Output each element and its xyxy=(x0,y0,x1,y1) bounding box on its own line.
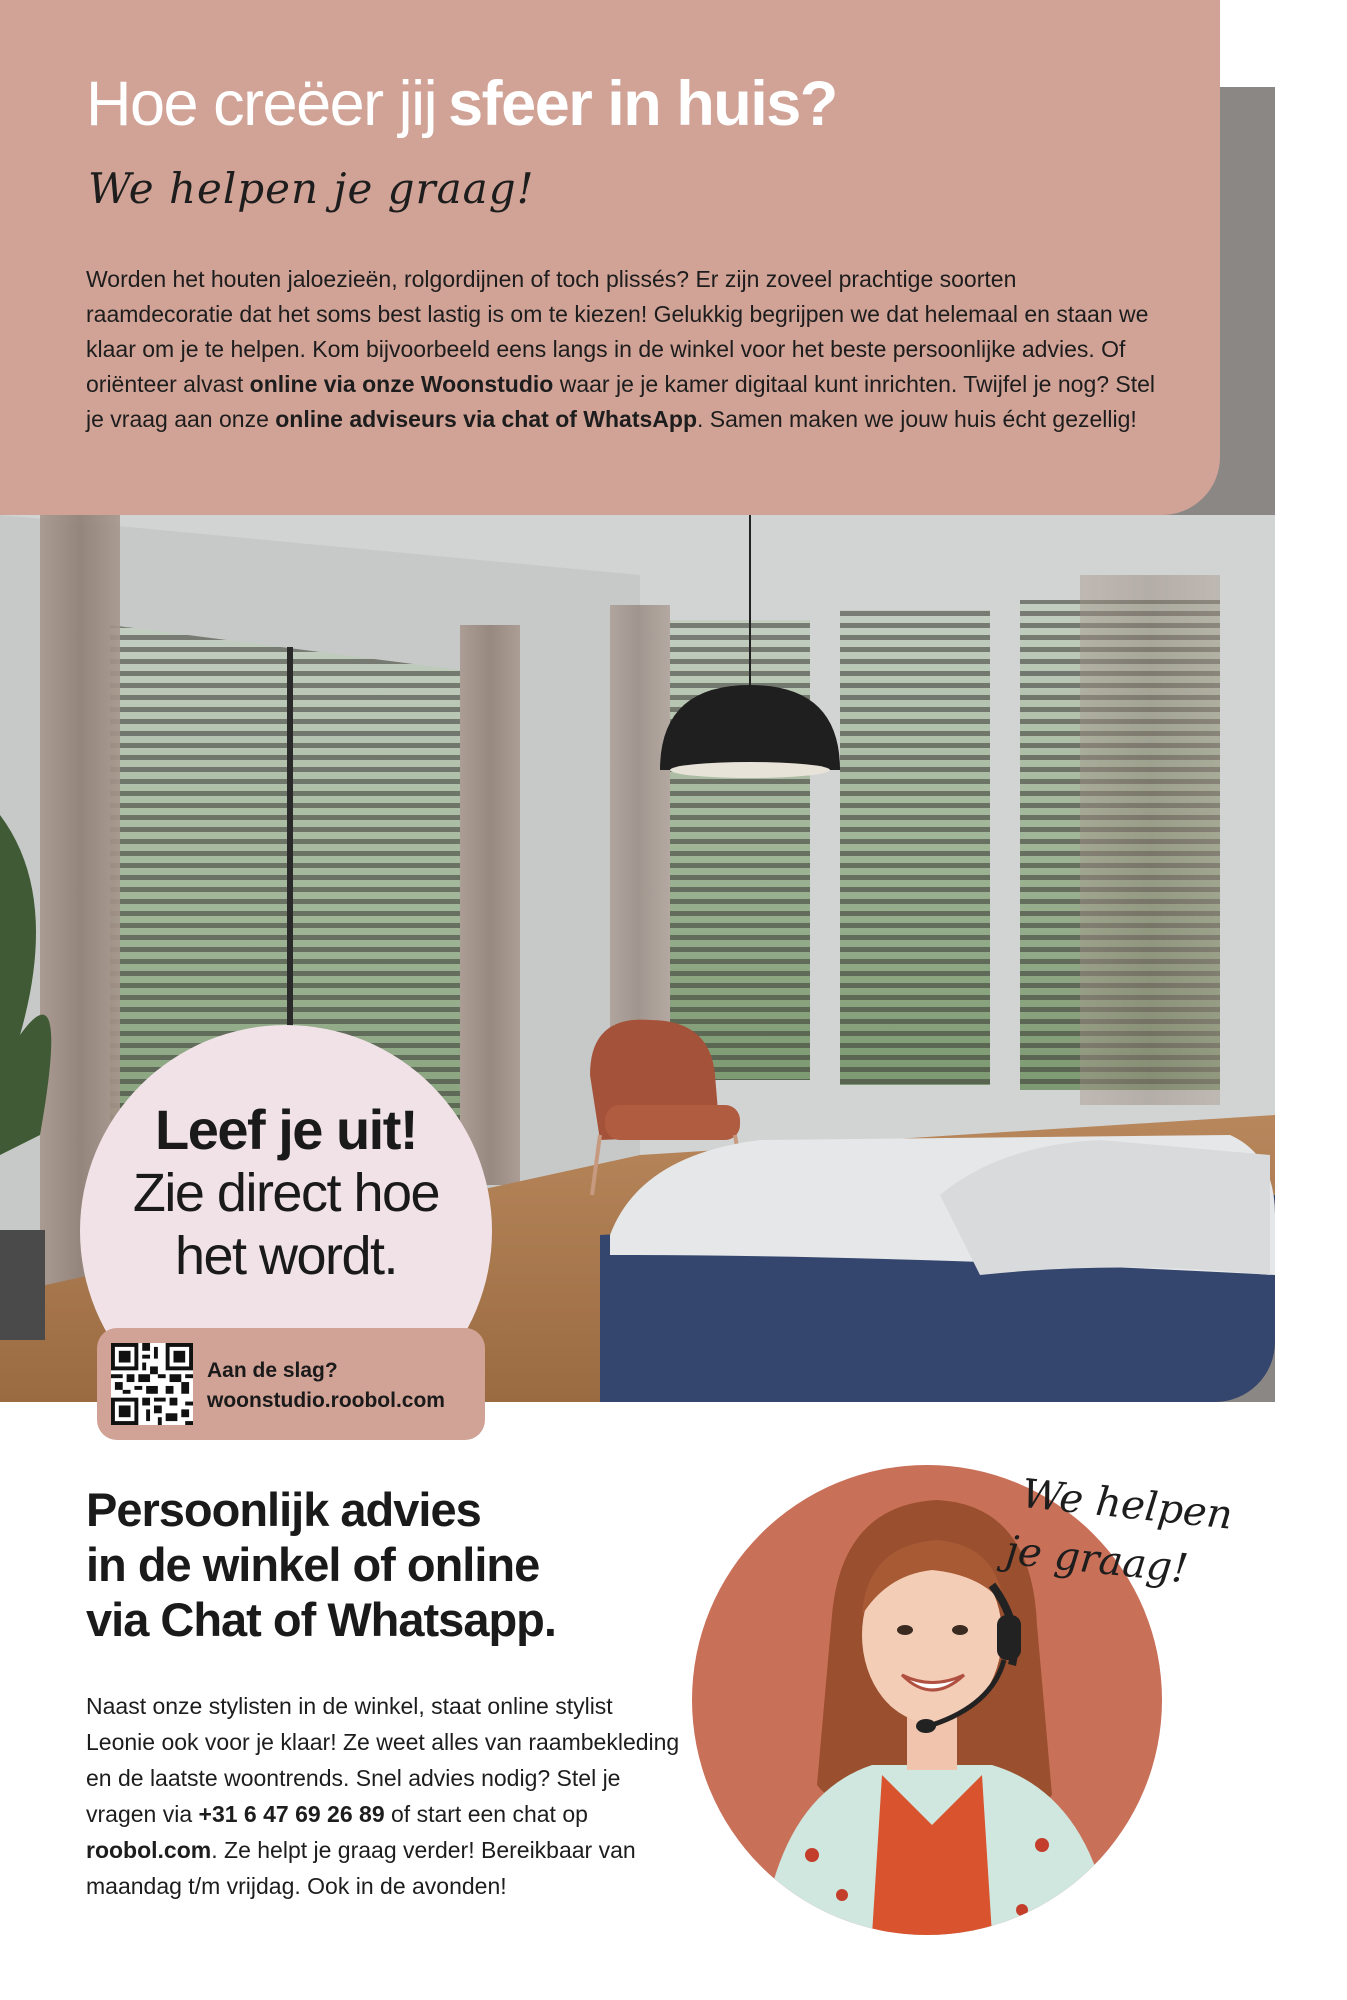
advice-body xyxy=(86,1688,686,1904)
advice-title-line-3: via Chat of Whatsapp. xyxy=(86,1593,556,1646)
intro-text-1: Worden het houten jaloezieën, rolgordijnen of toch plissés? Er zijn zoveel prachtige soorten raamdecoratie dat het soms best lastig is om te kiezen! Gelukkig begrijpen we dat helemaal en staan we klaar om je te helpen. Kom bijvoorbeeld eens langs in de winkel voor het beste persoonlijke advies. Of oriënteer alvast xyxy=(86,266,1149,397)
advice-title xyxy=(86,1482,556,1647)
qr-pill[interactable] xyxy=(97,1328,485,1440)
intro-woonstudio-link[interactable]: online via onze Woonstudio xyxy=(249,371,554,397)
phone-number-link[interactable]: +31 6 47 69 26 89 xyxy=(198,1801,385,1827)
headline xyxy=(86,68,837,140)
qr-code-icon[interactable] xyxy=(111,1343,193,1425)
advice-title-line-1: Persoonlijk advies xyxy=(86,1483,481,1536)
advice-title-line-2: in de winkel of online xyxy=(86,1538,540,1591)
advice-text-1: Naast onze stylisten in de winkel, staat online stylist Leonie ook voor je klaar! Ze weet alles van raambekleding en de laatste woontrends. Snel advies nodig? Stel je vragen via xyxy=(86,1693,680,1827)
cta-title: Leef je uit! xyxy=(154,1098,418,1161)
cta-line-2: het wordt. xyxy=(174,1226,398,1286)
bottom-script-line-1: We helpen xyxy=(1019,1470,1235,1539)
intro-paragraph xyxy=(86,262,1166,437)
qr-text xyxy=(207,1356,445,1416)
bottom-script-line-2: je graag! xyxy=(1003,1527,1191,1593)
qr-url-link[interactable]: woonstudio.roobol.com xyxy=(207,1389,445,1412)
cta-line-1: Zie direct hoe xyxy=(132,1163,440,1223)
advice-text-3: . Ze helpt je graag verder! Bereikbaar van maandag t/m vrijdag. Ook in de avonden! xyxy=(86,1837,636,1899)
header-script-tagline: We helpen je graag! xyxy=(88,164,535,213)
qr-label: Aan de slag? xyxy=(207,1359,338,1382)
intro-text-3: . Samen maken we jouw huis écht gezellig! xyxy=(697,406,1137,432)
website-link[interactable]: roobol.com xyxy=(86,1837,212,1863)
intro-text-2: waar je je kamer digitaal kunt inrichten. Twijfel je nog? Stel je vraag aan onze xyxy=(86,371,1156,432)
bottom-script-tagline xyxy=(1003,1465,1235,1602)
headline-light: Hoe creëer jij xyxy=(86,69,437,139)
header-panel xyxy=(0,0,1220,515)
headline-bold: sfeer in huis? xyxy=(448,69,837,139)
advice-text-2: of start een chat op xyxy=(384,1801,588,1827)
intro-advisors-link[interactable]: online adviseurs via chat of WhatsApp xyxy=(275,406,697,432)
